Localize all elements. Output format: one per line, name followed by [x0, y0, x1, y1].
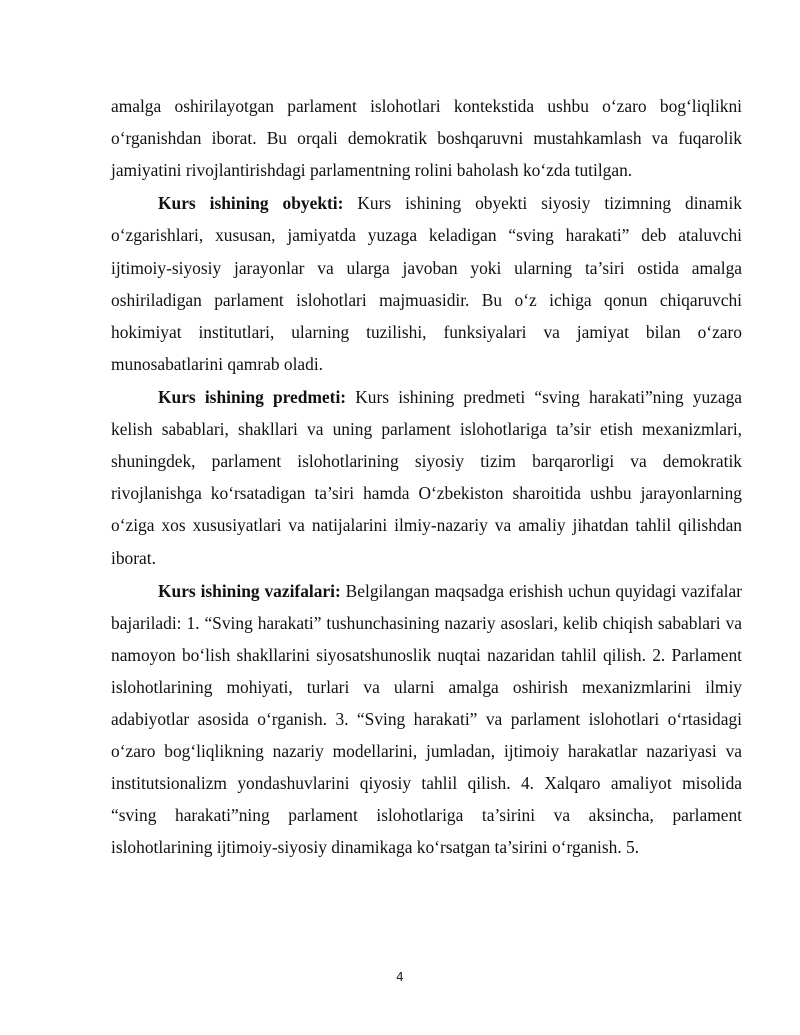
paragraph-heading: Kurs ishining obyekti: — [158, 193, 344, 214]
paragraph-heading: Kurs ishining predmeti: — [158, 387, 347, 408]
paragraph-object — [111, 187, 742, 380]
paragraph-text: Kurs ishining obyekti siyosiy tizimning dinamik o‘zgarishlari, xususan, jamiyatda yuzaga keladigan “sving harakati” deb ataluvchi ijtimoiy-siyosiy jarayonlar va ularga javoban yoki ularning ta’siri ostida amalga oshiriladigan parlament islohotlari majmuasidir. Bu o‘z ichiga qonun chiqaruvchi hokimiyat institutlari, ularning tuzilishi, funksiyalari va jamiyat bilan o‘zaro munosabatlarini qamrab oladi. — [111, 193, 742, 374]
page-number: 4 — [396, 970, 404, 984]
paragraph-text: amalga oshirilayotgan parlament islohotlari kontekstida ushbu o‘zaro bog‘liqlikni o‘rganishdan iborat. Bu orqali demokratik boshqaruvni mustahkamlash va fuqarolik jamiyatini rivojlantirishdagi parlamentning rolini baholash ko‘zda tutilgan. — [111, 96, 742, 181]
paragraph-heading: Kurs ishining vazifalari: — [158, 580, 341, 601]
paragraph-subject — [111, 381, 742, 574]
paragraph-text: Belgilangan maqsadga erishish uchun quyidagi vazifalar bajariladi: 1. “Sving harakati” tushunchasining nazariy asoslari, kelib chiqish sabablari va namoyon bo‘lish shakllarini siyosatshunoslik nuqtai nazaridan tahlil qilish. 2. Parlament islohotlarining mohiyati, turlari va ularni amalga oshirish mexanizmlarini ilmiy adabiyotlar asosida o‘rganish. 3. “Sving harakati” va parlament islohotlari o‘rtasidagi o‘zaro bog‘liqlikning nazariy modellarini, jumladan, ijtimoiy harakatlar nazariyasi va institutsionalizm yondashuvlarini qiyosiy tahlil qilish. 4. Xalqaro amaliyot misolida “sving harakati”ning parlament islohotlariga ta’sirini va aksincha, parlament islohotlarining ijtimoiy-siyosiy dinamikaga ko‘rsatgan ta’sirini o‘rganish. 5. — [111, 580, 742, 858]
document-body — [111, 90, 742, 865]
paragraph-intro-continuation — [111, 90, 742, 186]
paragraph-tasks — [111, 575, 742, 864]
paragraph-text: Kurs ishining predmeti “sving harakati”ning yuzaga kelish sabablari, shakllari va uning parlament islohotlariga ta’sir etish mexanizmlari, shuningdek, parlament islohotlarining siyosiy tizim barqarorligi va demokratik rivojlanishga ko‘rsatadigan ta’siri hamda O‘zbekiston sharoitida ushbu jarayonlarning o‘ziga xos xususiyatlari va natijalarini ilmiy-nazariy va amaliy jihatdan tahlil qilishdan iborat. — [111, 387, 742, 568]
